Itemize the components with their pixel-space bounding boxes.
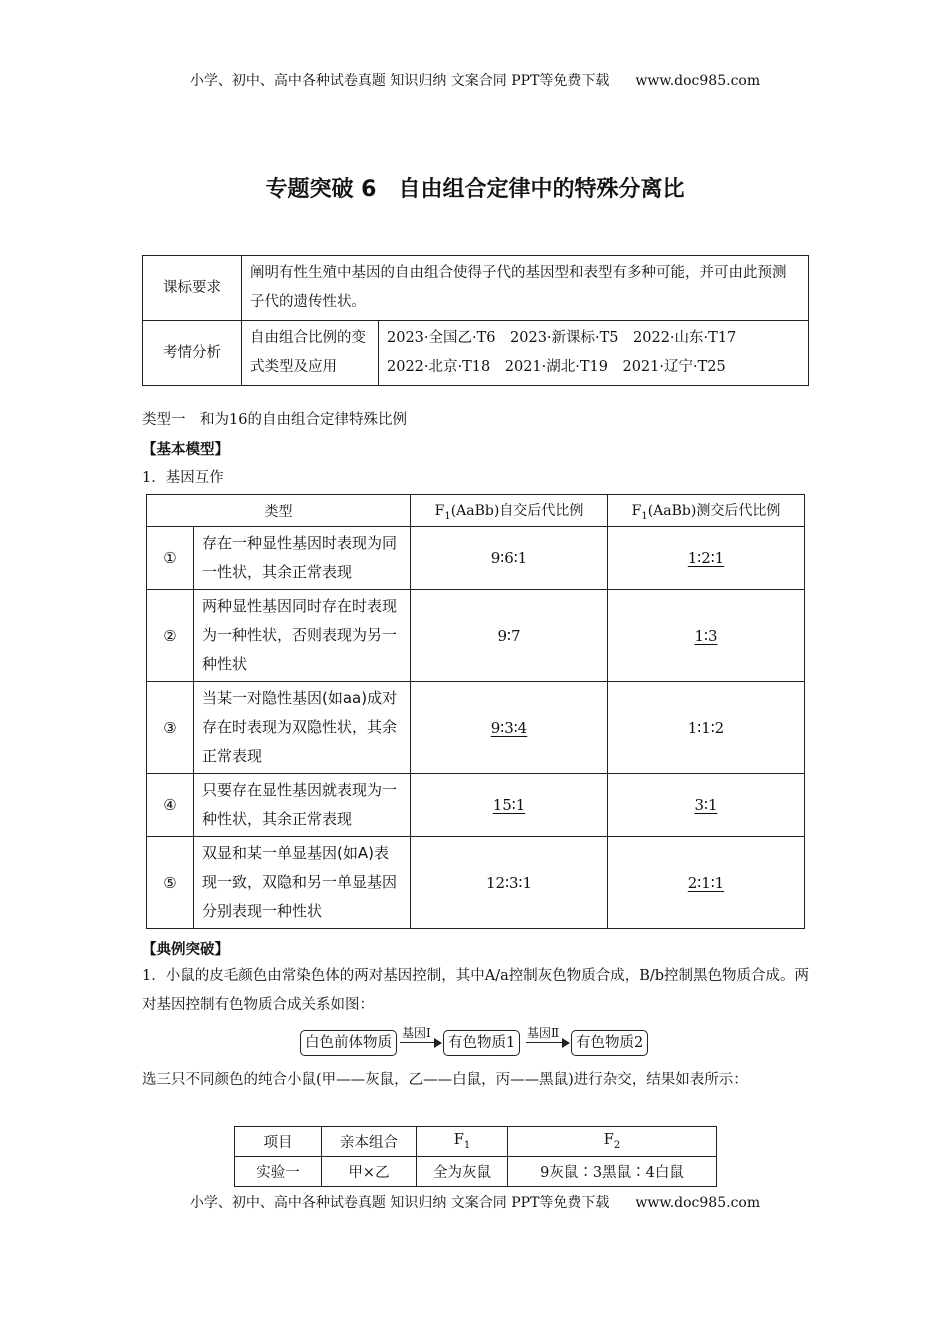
table-row — [147, 590, 805, 682]
table-row — [147, 527, 805, 590]
page-footer — [0, 1192, 950, 1212]
req-sub-2: 自由组合比例的变式类型及应用 — [242, 321, 379, 386]
test-ratio: 1∶2∶1 — [608, 527, 805, 590]
test-ratio: 2∶1∶1 — [608, 837, 805, 929]
parent-cross: 甲×乙 — [322, 1157, 417, 1187]
section-title: 类型一 和为16的自由组合定律特殊比例 — [142, 412, 407, 428]
example-paragraph-1: 1．小鼠的皮毛颜色由常染色体的两对基因控制，其中A/a控制灰色物质合成，B/b控制黑色物质合成。两对基因控制有色物质合成关系如图： — [142, 968, 810, 1013]
exam-line-2: 2022·北京·T18 2021·湖北·T19 2021·辽宁·T25 — [387, 359, 726, 375]
header-site[interactable]: www.doc985.com — [635, 73, 761, 89]
col-header-item: 项目 — [235, 1127, 322, 1157]
col-header-f1: $F_1$ — [417, 1127, 508, 1157]
req-exam-list — [379, 321, 809, 386]
test-ratio: 3∶1 — [608, 774, 805, 837]
white-precursor-box: 白色前体物质 — [300, 1030, 397, 1056]
col-header-test: $F_1(AaBb)$测交后代比例 — [608, 495, 805, 527]
self-ratio: 15∶1 — [411, 774, 608, 837]
arrow-gene-2 — [526, 1042, 568, 1043]
example-paragraph-2: 选三只不同颜色的纯合小鼠(甲——灰鼠，乙——白鼠，丙——黑鼠)进行杂交，结果如表所示： — [142, 1072, 748, 1088]
requirements-table — [142, 255, 809, 386]
row-description: 存在一种显性基因时表现为同一性状，其余正常表现 — [194, 527, 411, 590]
row-number: ③ — [147, 682, 194, 774]
col-header-parents: 亲本组合 — [322, 1127, 417, 1157]
col-header-f2: $F_2$ — [508, 1127, 717, 1157]
row-description: 只要存在显性基因就表现为一种性状，其余正常表现 — [194, 774, 411, 837]
table-row — [235, 1157, 717, 1187]
test-ratio: 1∶1∶2 — [608, 682, 805, 774]
footer-text: 小学、初中、高中各种试卷真题 知识归纳 文案合同 PPT等免费下载 — [189, 1195, 610, 1211]
exam-line-1: 2023·全国乙·T6 2023·新课标·T5 2022·山东·T17 — [387, 330, 737, 346]
self-ratio: 9∶6∶1 — [411, 527, 608, 590]
arrow-gene-1 — [400, 1042, 440, 1043]
experiment-table — [234, 1126, 717, 1187]
test-ratio: 1∶3 — [608, 590, 805, 682]
pathway-diagram — [0, 1026, 950, 1058]
row-number: ① — [147, 527, 194, 590]
col-header-type: 类型 — [147, 495, 411, 527]
table-row — [147, 774, 805, 837]
req-head-2: 考情分析 — [143, 321, 242, 386]
row-description: 两种显性基因同时存在时表现为一种性状，否则表现为另一种性状 — [194, 590, 411, 682]
page-header — [0, 70, 950, 90]
basic-model-heading: 【基本模型】 — [142, 442, 229, 458]
f1-result: 全为灰鼠 — [417, 1157, 508, 1187]
self-ratio: 9∶7 — [411, 590, 608, 682]
header-text: 小学、初中、高中各种试卷真题 知识归纳 文案合同 PPT等免费下载 — [189, 73, 610, 89]
self-ratio: 9∶3∶4 — [411, 682, 608, 774]
row-description: 双显和某一单显基因(如A)表现一致，双隐和另一单显基因分别表现一种性状 — [194, 837, 411, 929]
req-head-1: 课标要求 — [143, 256, 242, 321]
colored-substance-1-box: 有色物质1 — [443, 1030, 520, 1056]
req-text-1: 阐明有性生殖中基因的自由组合使得子代的基因型和表型有多种可能，并可由此预测子代的遗传性状。 — [242, 256, 809, 321]
gene-1-label: 基因Ⅰ — [402, 1026, 431, 1040]
footer-site[interactable]: www.doc985.com — [635, 1195, 761, 1211]
gene-2-label: 基因Ⅱ — [527, 1026, 560, 1040]
row-number: ② — [147, 590, 194, 682]
row-description: 当某一对隐性基因(如aa)成对存在时表现为双隐性状，其余正常表现 — [194, 682, 411, 774]
self-ratio: 12∶3∶1 — [411, 837, 608, 929]
table-row — [147, 837, 805, 929]
row-number: ④ — [147, 774, 194, 837]
col-header-self: $F_1(AaBb)$自交后代比例 — [411, 495, 608, 527]
f2-result: 9灰鼠∶3黑鼠∶4白鼠 — [508, 1157, 717, 1187]
page-title: 专题突破 6 自由组合定律中的特殊分离比 — [265, 177, 685, 202]
subheading-gene-interaction: 1．基因互作 — [142, 470, 224, 486]
example-heading: 【典例突破】 — [142, 942, 229, 958]
colored-substance-2-box: 有色物质2 — [571, 1030, 648, 1056]
row-number: ⑤ — [147, 837, 194, 929]
gene-interaction-table — [146, 494, 805, 929]
table-row — [147, 682, 805, 774]
experiment-name: 实验一 — [235, 1157, 322, 1187]
